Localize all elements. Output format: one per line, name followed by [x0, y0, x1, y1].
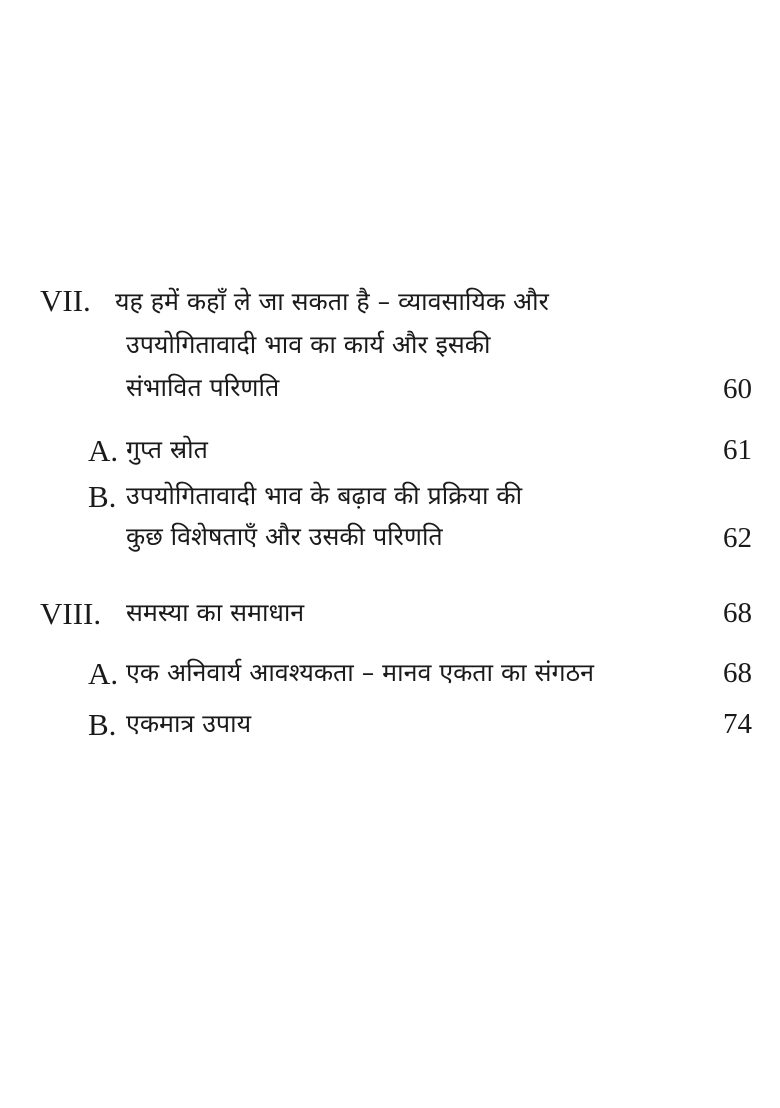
page-number: 68 [723, 657, 752, 689]
section-title-line: कुछ विशेषताएँ और उसकी परिणति [126, 522, 443, 551]
page-number: 74 [723, 708, 752, 740]
section-title-line: गुप्त स्रोत [126, 435, 208, 464]
chapter-numeral: VIII. [40, 596, 102, 631]
page-number: 60 [723, 373, 752, 405]
section-title-line: एक अनिवार्य आवश्यकता – मानव एकता का संगठन [126, 658, 594, 687]
chapter-numeral: VII. [40, 283, 91, 318]
chapter-title-line: संभावित परिणति [126, 373, 280, 402]
chapter-title-line: यह हमें कहाँ ले जा सकता है – व्यावसायिक और [115, 287, 549, 316]
section-letter: B. [88, 479, 117, 514]
section-letter: B. [88, 707, 117, 742]
section-letter: A. [88, 656, 119, 691]
section-title-line: उपयोगितावादी भाव के बढ़ाव की प्रक्रिया की [126, 481, 523, 510]
page-number: 62 [723, 522, 752, 554]
chapter-title-line: उपयोगितावादी भाव का कार्य और इसकी [126, 330, 491, 359]
page-number: 61 [723, 434, 752, 466]
section-letter: A. [88, 433, 119, 468]
page-number: 68 [723, 597, 752, 629]
chapter-title-line: समस्या का समाधान [126, 598, 305, 627]
section-title-line: एकमात्र उपाय [126, 709, 252, 738]
